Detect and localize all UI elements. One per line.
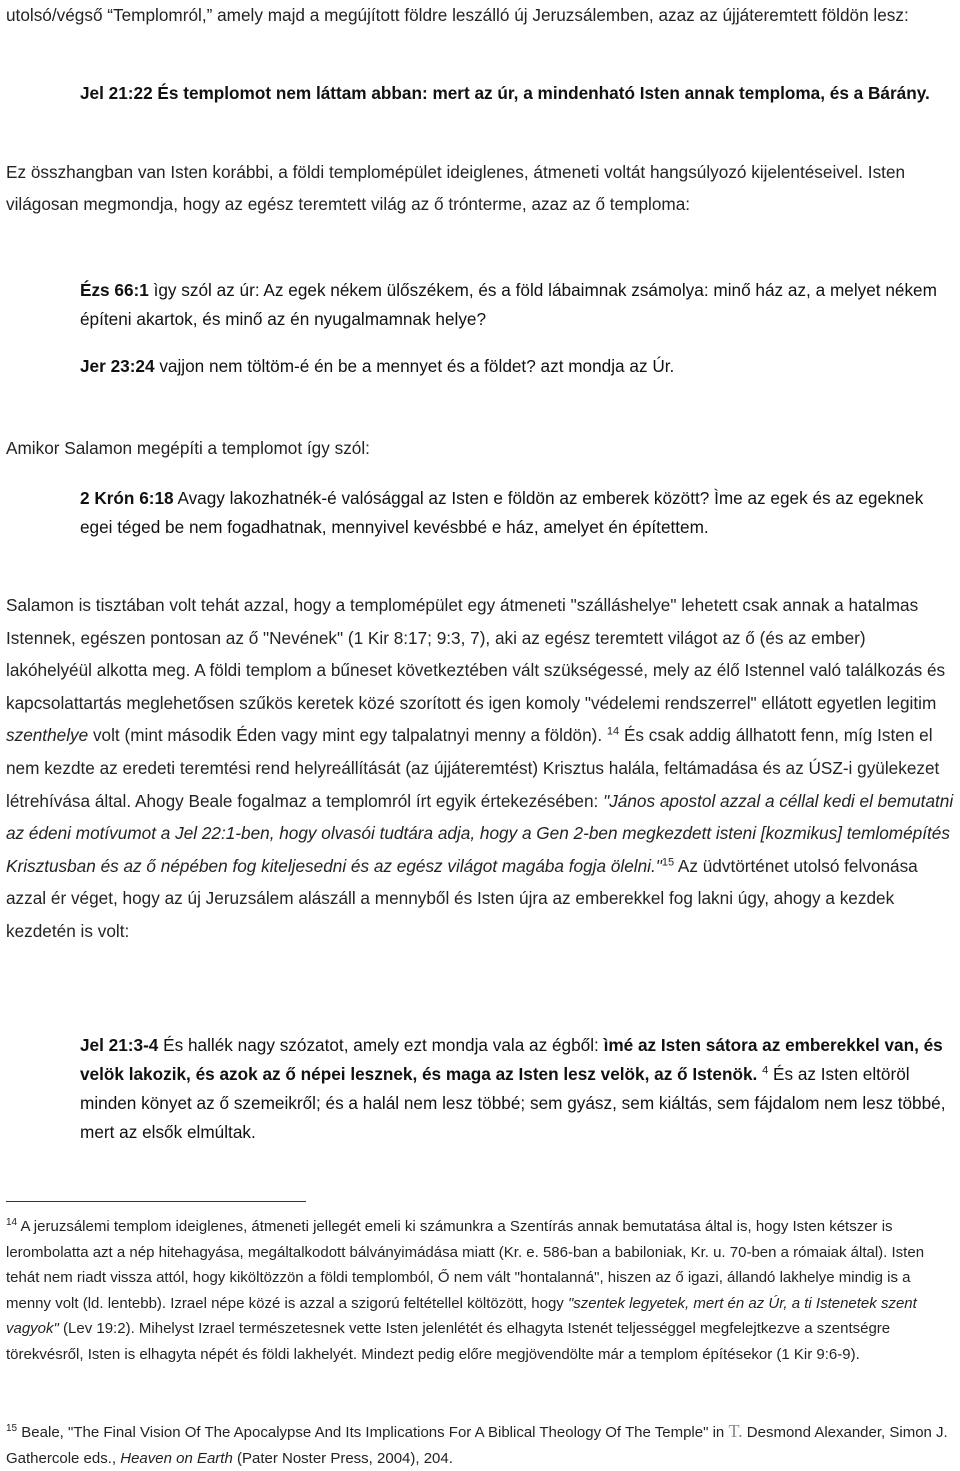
quote-text: ìgy szól az úr: Az egek nékem ülőszékem, és a föld lábaimnak zsámolya: minő ház az, a melyet nékem építeni akartok, és minő az én nyugalmamnak helye?: [80, 280, 937, 329]
quote-text: vajjon nem töltöm-é én be a mennyet és a földet? azt mondja az Úr.: [159, 356, 675, 376]
quote-text: Avagy lakozhatnék-é valósággal az Isten e földön az emberek között? Ìme az egek és az egeknek egei téged be nem fogadhatnak, mennyivel kevésbbé e ház, amelyet én építettem.: [80, 488, 924, 537]
bible-quote-jel-21-22: [80, 79, 950, 108]
footnote-15: $^{15}$ Beale, "The Final Vision Of The Apocalypse And Its Implications For A Biblical Theology Of The Temple" in T. Desmond Alexander, Simon J. Gathercole eds., Heaven on Earth (Pater Noster Press, 2004), 204.: [6, 1421, 948, 1467]
bible-quote-jel-21-3-4: [80, 1031, 952, 1147]
footnote-number: 14: [6, 1217, 18, 1228]
quote-reference: Jer 23:24: [80, 356, 155, 376]
footnote-mark-14[interactable]: 14: [606, 725, 620, 738]
bible-quote-2-kron-6-18: [80, 484, 950, 542]
paragraph-main: Salamon is tisztában volt tehát azzal, hogy a templomépület egy átmeneti "szálláshelye" lehetett csak annak a hatalmas Istennek, egészen pontosan az ő "Nevének" (1 Kir 8:17; 9:3, 7), aki az egész teremtett világot az ő (és az ember) lakóhelyéül alkotta meg. A földi templom a bűneset következtében vált szükségessé, mely az élő Istennel való találkozás és kapcsolattartás meglehetősen szűkös keretek közé szorított és igen komoly "védelemi rendszerrel" ellátott egyetlen legitim szenthelye volt (mint második Éden vagy mint egy talpalatnyi menny a földön). $^{14}$ És csak addig állhatott fenn, míg Isten el nem kezdte az eredeti teremtési rend helyreállítását (az újjáteremtést) Krisztus halála, feltámadása és az ÚSZ-i gyülekezet létrehívása által. Ahogy Beale fogalmaz a templomról írt egyik értekezésében: "János apostol azzal a céllal kedi el bemutatni az édeni motívumot a Jel 22:1-ben, hogy olvasói tudtára adja, hogy a Gen 2-ben megkezdett isteni [kozmikus] temlomépítés Krisztusban és az ő népében fog kiteljesedni és az egész világot magába fogja ölelni."$^{15}$ Az üdvtörténet utolsó felvonása azzal ér véget, hogy az új Jeruzsálem alászáll a mennyből és Isten újra az emberekkel fog lakni úgy, ahogy a kezdek kezdetén is volt:: [6, 595, 954, 941]
bible-quote-ezs-66-1: [80, 276, 950, 334]
quote-reference: Ézs 66:1: [80, 280, 149, 300]
quote-text: És templomot nem láttam abban: mert az úr, a mindenható Isten annak temploma, és a Bárány.: [157, 83, 930, 103]
quote-reference: 2 Krón 6:18: [80, 488, 174, 508]
footnote-number: 15: [6, 1423, 18, 1434]
paragraph-intro-1: utolsó/végső “Templomról,” amely majd a megújított földre leszálló új Jeruzsálemben, azaz az újjáteremtett földön lesz:: [6, 5, 909, 25]
paragraph-intro-2: Ez összhangban van Isten korábbi, a földi templomépület ideiglenes, átmeneti voltát hangsúlyozó kijelentéseivel. Isten világosan megmondja, hogy az egész teremtett világ az ő trónterme, azaz az ő temploma:: [6, 162, 906, 214]
footnote-14: $^{14}$ A jeruzsálemi templom ideiglenes, átmeneti jellegét emeli ki számunkra a Szentírás annak bemutatása által is, hogy Isten kétszer is lerombolatta azt a nép hitehagyása, megáltalkodott bálványimádása miatt (Kr. e. 586-ban a babiloniak, Kr. u. 70-ben a rómaiak által). Isten tehát nem riadt vissza attól, hogy kiköltözzön a földi templomból, Ő nem vált "hontalanná", hiszen az ő igazi, állandó lakhelye mindig is a menny volt (ld. lentebb). Izrael népe közé is azzal a szigorú feltétellel költözött, hogy "szentek legyetek, mert én az Úr, a ti Istenetek szent vagyok" (Lev 19:2). Mihelyst Izrael természetesnek vette Isten jelenlétét és elhagyta Istenét teljességgel megfelejtkezve a szentségre törekvésről, Isten is elhagyta népét és földi lakhelyét. Mindezt pedig előre megjövendölte már a templom építésekor (1 Kir 9:6-9).: [6, 1217, 925, 1363]
footnote-separator: [6, 1201, 306, 1202]
verse-number: 4: [762, 1064, 769, 1077]
quote-reference: Jel 21:3-4: [80, 1035, 159, 1055]
footnote-mark-15[interactable]: 15: [661, 856, 675, 869]
quote-text: És hallék nagy szózatot, amely ezt mondja vala az égből:: [163, 1035, 599, 1055]
bible-quote-jer-23-24: [80, 352, 950, 381]
quote-text-bold: ìmé az Isten sátora az emberekkel van, és velök lakozik, és azok az ő népei lesznek, és maga az Isten lesz velök, az ő Istenök.: [80, 1035, 943, 1084]
paragraph-intro-3: Amikor Salamon megépíti a templomot így szól:: [6, 438, 370, 458]
quote-reference: Jel 21:22: [80, 83, 153, 103]
quote-text: És az Isten eltöröl minden könyet az ő szemeikről; és a halál nem lesz többé; sem gyász, sem kiáltás, sem fájdalom nem lesz többé, mert az elsők elmúltak.: [80, 1064, 946, 1142]
